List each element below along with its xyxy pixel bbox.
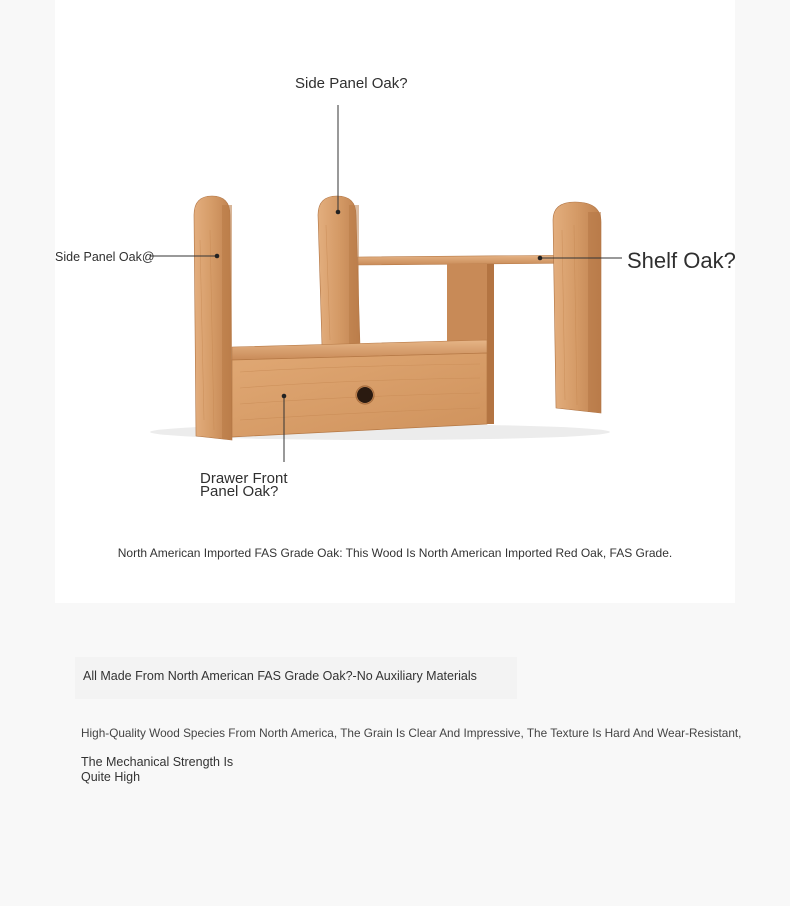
label-side-panel-left: Side Panel Oak@	[55, 250, 155, 264]
section-heading: All Made From North American FAS Grade Oak?-No Auxiliary Materials	[83, 669, 477, 683]
label-side-panel-top: Side Panel Oak?	[295, 75, 408, 92]
right-side-panel-edge	[588, 212, 601, 412]
section-description-line2: The Mechanical Strength Is	[81, 755, 234, 769]
label-drawer-line2: Panel Oak?	[200, 483, 279, 500]
label-shelf: Shelf Oak?	[627, 248, 736, 273]
section-description-line1: High-Quality Wood Species From North America, The Grain Is Clear And Impressive, The Texture Is Hard And Wear-Resistant,	[81, 726, 742, 740]
label-drawer-front	[200, 472, 288, 498]
middle-side-panel-edge	[349, 205, 359, 346]
label-drawer-line1: Drawer Front	[200, 470, 288, 487]
left-side-panel-edge	[222, 205, 232, 439]
section-description-line3: Quite High	[81, 770, 141, 784]
section-description-rest	[81, 755, 233, 785]
drawer-pull-hole	[357, 387, 373, 403]
wood-caption: North American Imported FAS Grade Oak: This Wood Is North American Imported Red Oak, FAS Grade.	[117, 546, 673, 560]
inner-divider-edge	[487, 264, 494, 424]
inner-divider	[447, 264, 493, 342]
